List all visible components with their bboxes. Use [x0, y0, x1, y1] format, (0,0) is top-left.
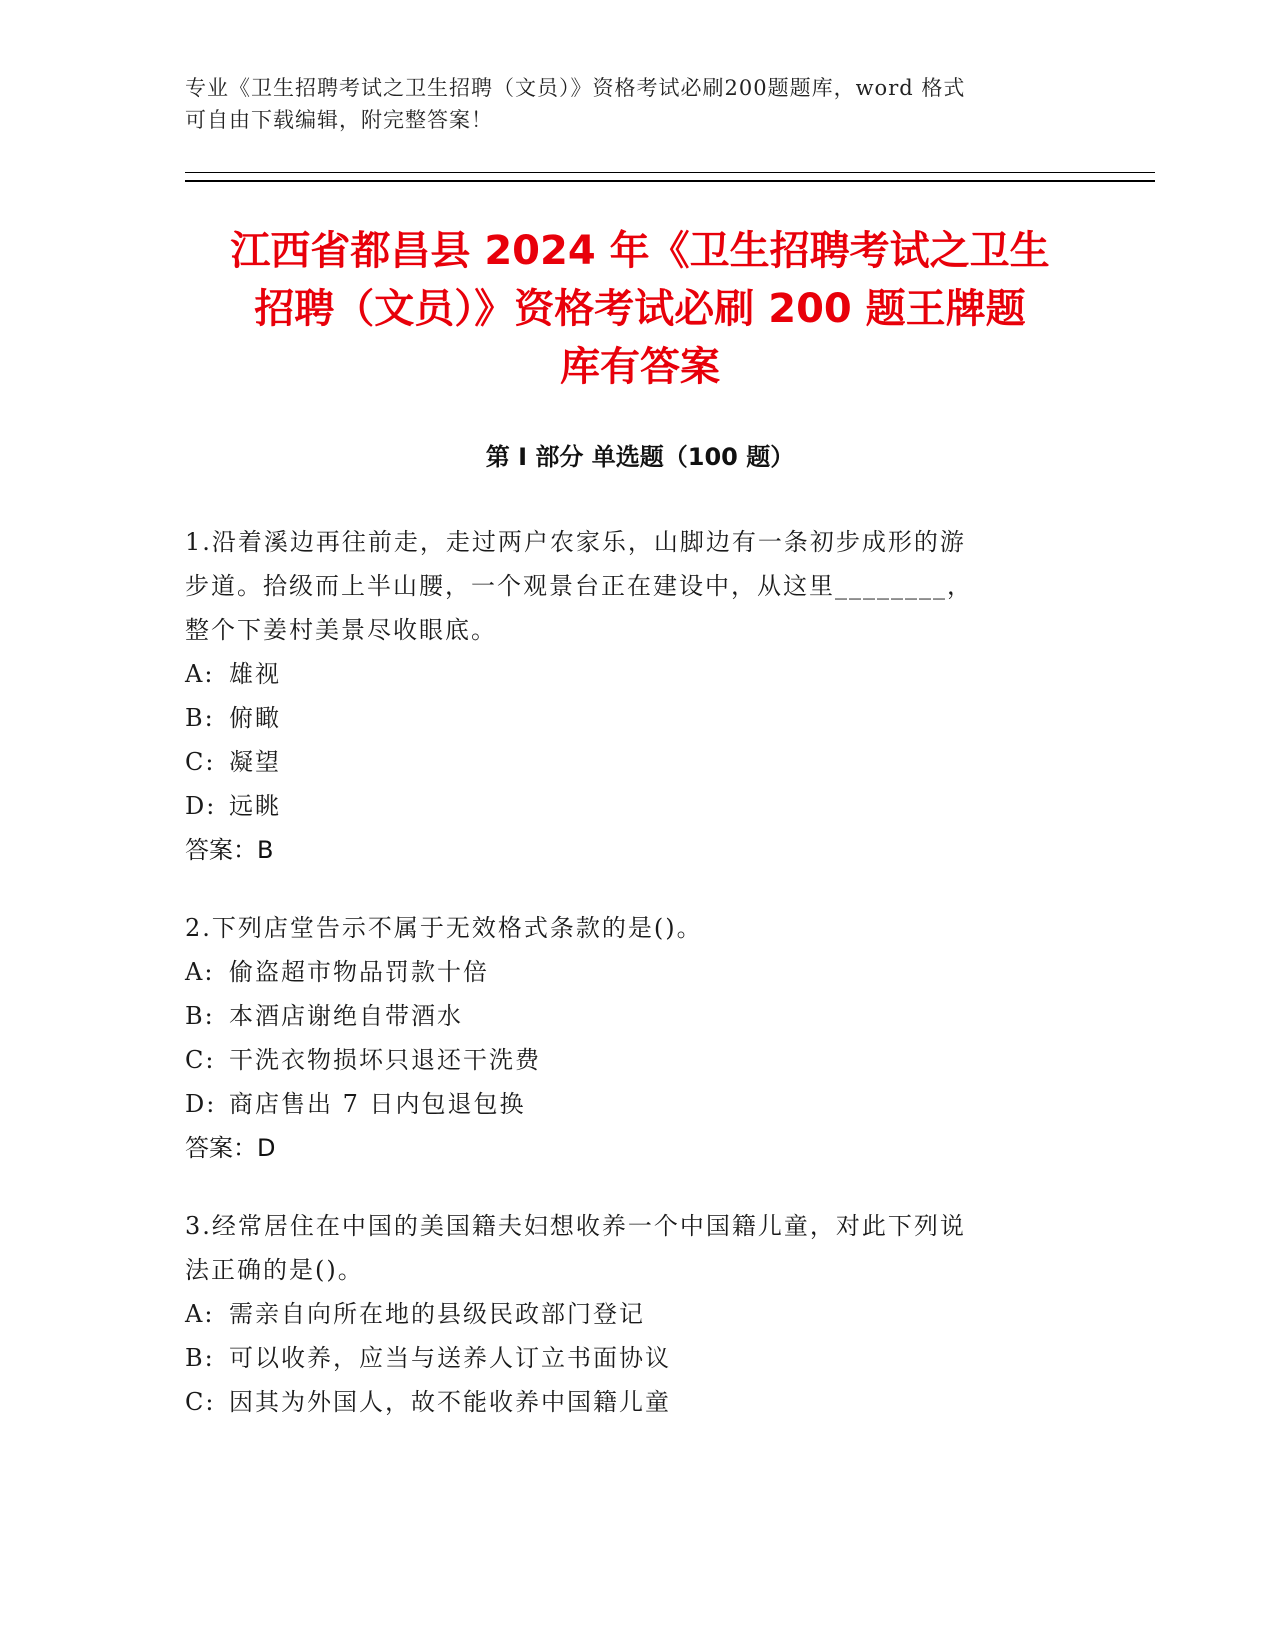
question-text-line: 整个下姜村美景尽收眼底。 — [185, 616, 497, 644]
option-text: 因其为外国人，故不能收养中国籍儿童 — [229, 1388, 671, 1416]
option-text: 远眺 — [229, 792, 281, 820]
answer-line: 答案：B — [185, 836, 274, 864]
header-divider-top — [185, 172, 1155, 173]
answer-line: 答案：D — [185, 1134, 276, 1162]
option-letter: B: — [185, 1344, 215, 1372]
option-letter: C: — [185, 1046, 216, 1074]
option-d — [185, 1082, 1085, 1126]
option-c — [185, 1380, 1085, 1424]
option-text: 干洗衣物损坏只退还干洗费 — [229, 1046, 541, 1074]
option-letter: D: — [185, 792, 217, 820]
question-text-line: 步道。拾级而上半山腰，一个观景台正在建设中，从这里________， — [185, 572, 973, 600]
option-text: 商店售出 7 日内包退包换 — [229, 1090, 526, 1118]
question-text-line: 2.下列店堂告示不属于无效格式条款的是()。 — [185, 914, 703, 942]
option-letter: A: — [185, 1300, 215, 1328]
header-note-line-2: 可自由下载编辑，附完整答案！ — [185, 108, 493, 132]
question-1 — [185, 520, 1085, 872]
option-letter: B: — [185, 1002, 215, 1030]
option-a — [185, 652, 1085, 696]
option-a — [185, 1292, 1085, 1336]
option-text: 可以收养，应当与送养人订立书面协议 — [229, 1344, 671, 1372]
option-letter: B: — [185, 704, 215, 732]
option-letter: D: — [185, 1090, 217, 1118]
header-note — [185, 72, 1085, 136]
header-note-line-1: 专业《卫生招聘考试之卫生招聘（文员）》资格考试必刷200题题库，word 格式 — [185, 76, 966, 100]
document-title — [185, 222, 1095, 396]
option-text: 需亲自向所在地的县级民政部门登记 — [229, 1300, 645, 1328]
option-text: 凝望 — [229, 748, 281, 776]
option-b — [185, 1336, 1085, 1380]
title-line-3: 库有答案 — [560, 344, 720, 390]
header-divider-bottom — [185, 180, 1155, 182]
question-2 — [185, 906, 1085, 1170]
option-letter: A: — [185, 958, 215, 986]
option-text: 俯瞰 — [229, 704, 281, 732]
option-letter: A: — [185, 660, 215, 688]
option-text: 偷盗超市物品罚款十倍 — [229, 958, 489, 986]
option-b — [185, 994, 1085, 1038]
option-c — [185, 1038, 1085, 1082]
option-letter: C: — [185, 748, 216, 776]
question-list — [185, 520, 1085, 1458]
option-b — [185, 696, 1085, 740]
section-heading: 第 I 部分 单选题（100 题） — [485, 443, 795, 471]
option-letter: C: — [185, 1388, 216, 1416]
title-line-2: 招聘（文员）》资格考试必刷 200 题王牌题 — [254, 286, 1026, 332]
question-text-line: 法正确的是()。 — [185, 1256, 364, 1284]
option-c — [185, 740, 1085, 784]
title-line-1: 江西省都昌县 2024 年《卫生招聘考试之卫生 — [230, 228, 1050, 274]
question-text-line: 3.经常居住在中国的美国籍夫妇想收养一个中国籍儿童，对此下列说 — [185, 1212, 966, 1240]
question-text-line: 1.沿着溪边再往前走，走过两户农家乐，山脚边有一条初步成形的游 — [185, 528, 966, 556]
option-a — [185, 950, 1085, 994]
option-d — [185, 784, 1085, 828]
option-text: 雄视 — [229, 660, 281, 688]
option-text: 本酒店谢绝自带酒水 — [229, 1002, 463, 1030]
question-3 — [185, 1204, 1085, 1424]
